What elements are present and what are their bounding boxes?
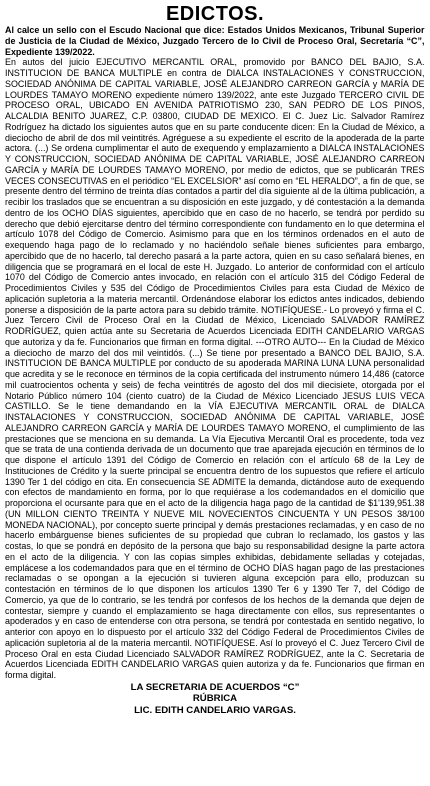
edict-body bbox=[5, 26, 424, 682]
signature-block bbox=[5, 682, 425, 717]
edict-text: En autos del juicio EJECUTIVO MERCANTIL ORAL, promovido por BANCO DEL BAJIO, S.A. INSTITUCION DE BANCA MULTIPLE en contra de DIALCA INSTALACIONES Y CONSTRUCCION, SOCIEDAD ANÓNIMA DE CAPITAL VARIABLE, JOSÉ ALEJANDRO CARREON GARCÍA y MARÍA DE LOURDES TAMAYO MORENO expediente número 139/2022, ante este Juzgado TERCERO CIVIL DE PROCESO ORAL, UBICADO EN AVENIDA PATRIOTISMO 230, SAN PEDRO DE LOS PINOS, ALCALDIA BENITO JUAREZ, C.P. 03800, CIUDAD DE MEXICO. El C. Juez Lic. Salvador Ramírez Rodríguez ha dictado los siguientes autos que en su parte conducente dicen: En la Ciudad de México, a dieciocho de abril de dos mil veintitrés. Agréguese a su expediente el escrito de la apoderada de la parte actora. (...) Se ordena cumplimentar el auto de exequendo y emplazamiento a DIALCA INSTALACIONES Y CONSTRUCCION, SOCIEDAD ANÓNIMA DE CAPITAL VARIABLE, JOSÉ ALEJANDRO CARREON GARCÍA y MARÍA DE LOURDES TAMAYO MORENO, por medio de edictos, que se publicarán TRES VECES CONSECUTIVAS en el periódico “EL EXCELSIOR” así como en “EL HERALDO”, a fin de que, se presente dentro del término de treinta días contados a partir del día siguiente al de la última publicación, a recibir los traslados que se encuentran a su disposición en este juzgado, y dé contestación a la demanda dentro de los OCHO DÍAS siguientes, apercibido que en caso de no hacerlo, se tendrá por perdido su derecho que debió ejercitarse dentro del término correspondiente con fundamento en lo que determina el artículo 1078 del Código de Comercio. Asimismo para que en los términos ordenados en el auto de exequendo haga pago de lo reclamado y no haciéndolo señale bienes suficientes para embargo, apercibido que de no hacerlo, tal derecho pasará a la parte actora, quien en su caso señalará bienes, en diligencia que se programará en el local de este H. Juzgado. Lo anterior de conformidad con el artículo 1070 del Código de Comercio antes invocado, en relación con el artículo 315 del Código Federal de Procedimientos Civiles y 535 del Código de Procedimientos Civiles para esta Ciudad de México de aplicación supletoria a la materia mercantil. Ordenándose elaborar los edictos antes indicados, debiendo ponerse a disposición de la parte actora para su debido trámite. NOTIFÍQUESE.- Lo proveyó y firma el C. Juez Tercero Civil de Proceso Oral en la Ciudad de México, Licenciado SALVADOR RAMÍREZ RODRÍGUEZ, quien actúa ante su Secretaria de Acuerdos Licenciada EDITH CANDELARIO VARGAS que autoriza y da fe. Funcionarios que firman en forma digital. ---OTRO AUTO--- En la Ciudad de México a dieciocho de marzo del dos mil veintidós. (...) Se tiene por presentado a BANCO DEL BAJIO, S.A. INSTITUCION DE BANCA MULTIPLE por conducto de su apoderada MARINA LUNA LUNA personalidad que acredita y se le reconoce en términos de la copia certificada del instrumento número 14,486 (catorce mil cuatrocientos ochenta y seis) de fecha veintitrés de agosto del dos mil diecisiete, otorgada por el Notario Público número 104 (ciento cuatro) de la Ciudad de México Licenciado JESUS LUIS VECA CASTILLO. Se le tiene demandando en la VÍA EJECUTIVA MERCANTIL ORAL de DIALCA INSTALACIONES Y CONSTRUCCION, SOCIEDAD ANÓNIMA DE CAPITAL VARIABLE, JOSÉ ALEJANDRO CARREON GARCÍA y MARÍA DE LOURDES TAMAYO MORENO, el cumplimiento de las prestaciones que se menciona en su demanda. La Vía Ejecutiva Mercantil Oral es procedente, toda vez que se trata de una contienda derivada de un documento que trae aparejada ejecución en términos de lo que dispone el artículo 1391 del Código de Comercio en relación con el artículo 68 de la Ley de Instituciones de Crédito y la suerte principal se encuentra dentro de los supuestos que refiere el artículo 1390 Ter 1 del código en cita. En consecuencia SE ADMITE la demanda, dictándose auto de exequendo con efectos de mandamiento en forma, por lo que requiérase a los codemandados en el domicilio que proporciona el ocursante para que en el acto de la diligencia haga pago de la cantidad de $1'139,951.38 (UN MILLON CIENTO TREINTA Y NUEVE MIL NOVECIENTOS CINCUENTA Y UN PESOS 38/100 MONEDA NACIONAL), por concepto suerte principal y demás prestaciones reclamadas, y en caso de no hacerlo embárguense bienes suficientes de su propiedad que cubran lo reclamado, los gastos y las costas, lo que se pondrá en depósito de la persona que bajo su responsabilidad designe la parte actora en el acto de la diligencia. Y con las copias simples exhibidas, debidamente selladas y cotejadas, emplácese a los codemandados para que en el término de OCHO DÍAS hagan pago de las prestaciones reclamadas o se opongan a la ejecución si tuvieren alguna excepción para ello, produzcan su contestación en términos de lo que disponen los artículos 1390 Ter 6 y 1390 Ter 7, del Código de Comercio, ya que de lo contrario, se les tendrá por confesos de los hechos de la demanda que dejen de contestar, siempre y cuando el emplazamiento se haga directamente con ellos, sus representantes o apoderados y en caso de entenderse con otra persona, se tendrá por contestada en sentido negativo, lo anterior con apoyo en lo dispuesto por el artículo 332 del Código Federal de Procedimientos Civiles de aplicación supletoria al de la materia mercantil. NOTIFÍQUESE. Así lo proveyó el C. Juez Tercero Civil de Proceso Oral en esta Ciudad Licenciado SALVADOR RAMÍREZ RODRÍGUEZ, ante la C. Secretaria de Acuerdos Licenciada EDITH CANDELARIO VARGAS quien autoriza y da fe. Funcionarios que firman en forma digital. bbox=[5, 57, 425, 681]
signature-name: LIC. EDITH CANDELARIO VARGAS. bbox=[134, 704, 296, 716]
signature-title: LA SECRETARIA DE ACUERDOS “C” bbox=[130, 681, 300, 693]
signature-rubrica: RÚBRICA bbox=[192, 693, 238, 705]
page-title: EDICTOS. bbox=[165, 3, 265, 25]
seal-header: Al calce un sello con el Escudo Nacional que dice: Estados Unidos Mexicanos, Tribunal Superior de Justicia de la Ciudad de México, Juzgado Tercero de lo Civil de Proceso Oral, Secretaría “C”, Expediente 139/2022. bbox=[5, 25, 425, 58]
